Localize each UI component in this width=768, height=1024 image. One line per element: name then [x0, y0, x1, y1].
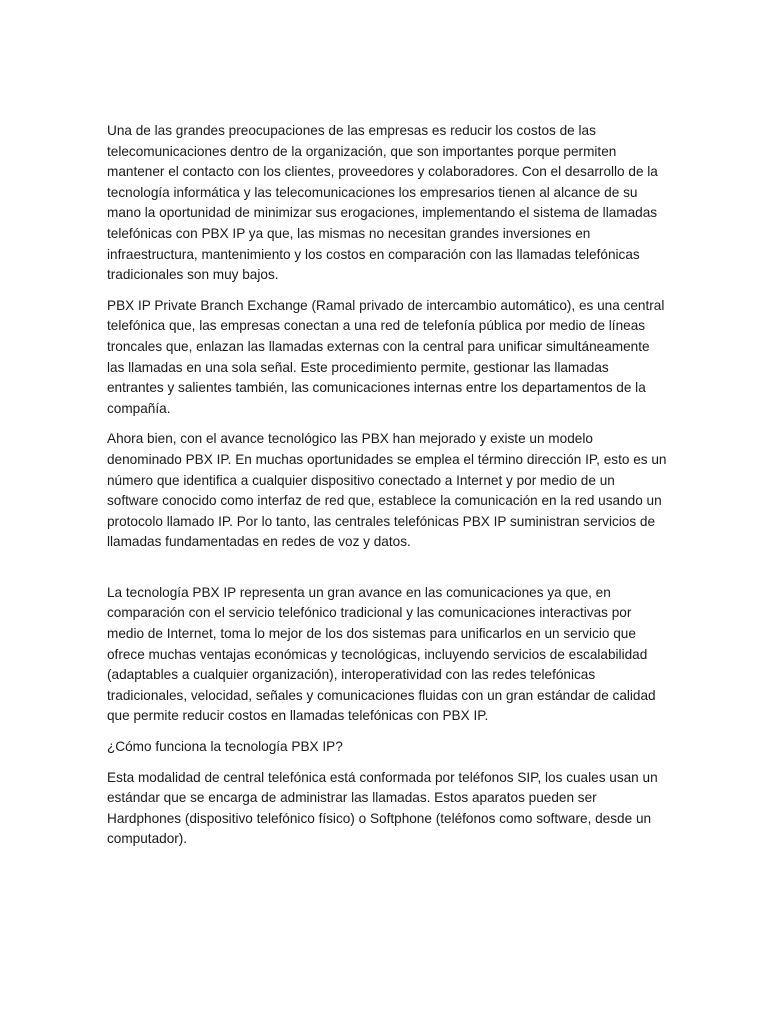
- document-body: [107, 121, 667, 860]
- paragraph-pbx-definition: PBX IP Private Branch Exchange (Ramal privado de intercambio automático), es una central telefónica que, las empresas conectan a una red de telefonía pública por medio de líneas troncales que, enlazan las llamadas externas con la central para unificar simultáneamente las llamadas en una sola señal. Este procedimiento permite, gestionar las llamadas entrantes y salientes también, las comunicaciones internas entre los departamentos de la compañía.: [107, 297, 665, 416]
- paragraph-pbx-ip: Ahora bien, con el avance tecnológico las PBX han mejorado y existe un modelo denominado PBX IP. En muchas oportunidades se emplea el término dirección IP, esto es un número que identifica a cualquier dispositivo conectado a Internet y por medio de un software conocido como interfaz de red que, establece la comunicación en la red usando un protocolo llamado IP. Por lo tanto, las centrales telefónicas PBX IP suministran servicios de llamadas fundamentadas en redes de voz y datos.: [107, 431, 667, 550]
- paragraph-advantages: La tecnología PBX IP representa un gran avance en las comunicaciones ya que, en comparación con el servicio telefónico tradicional y las comunicaciones interactivas por medio de Internet, toma lo mejor de los dos sistemas para unificarlos en un servicio que ofrece muchas ventajas económicas y tecnológicas, incluyendo servicios de escalabilidad (adaptables a cualquier organización), interoperatividad con las redes telefónicas tradicionales, velocidad, señales y comunicaciones fluidas con un gran estándar de calidad que permite reducir costos en llamadas telefónicas con PBX IP.: [107, 584, 656, 724]
- section-question: ¿Cómo funciona la tecnología PBX IP?: [107, 739, 343, 755]
- paragraph-intro: Una de las grandes preocupaciones de las empresas es reducir los costos de las telecomunicaciones dentro de la organización, que son importantes porque permiten mantener el contacto con los clientes, proveedores y colaboradores. Con el desarrollo de la tecnología informática y las telecomunicaciones los empresarios tienen al alcance de su mano la oportunidad de minimizar sus erogaciones, implementando el sistema de llamadas telefónicas con PBX IP ya que, las mismas no necesitan grandes inversiones en infraestructura, mantenimiento y los costos en comparación con las llamadas telefónicas tradicionales son muy bajos.: [107, 123, 658, 283]
- paragraph-sip-phones: Esta modalidad de central telefónica está conformada por teléfonos SIP, los cuales usan un estándar que se encarga de administrar las llamadas. Estos aparatos pueden ser Hardphones (dispositivo telefónico físico) o Softphone (teléfonos como software, desde un computador).: [107, 769, 658, 847]
